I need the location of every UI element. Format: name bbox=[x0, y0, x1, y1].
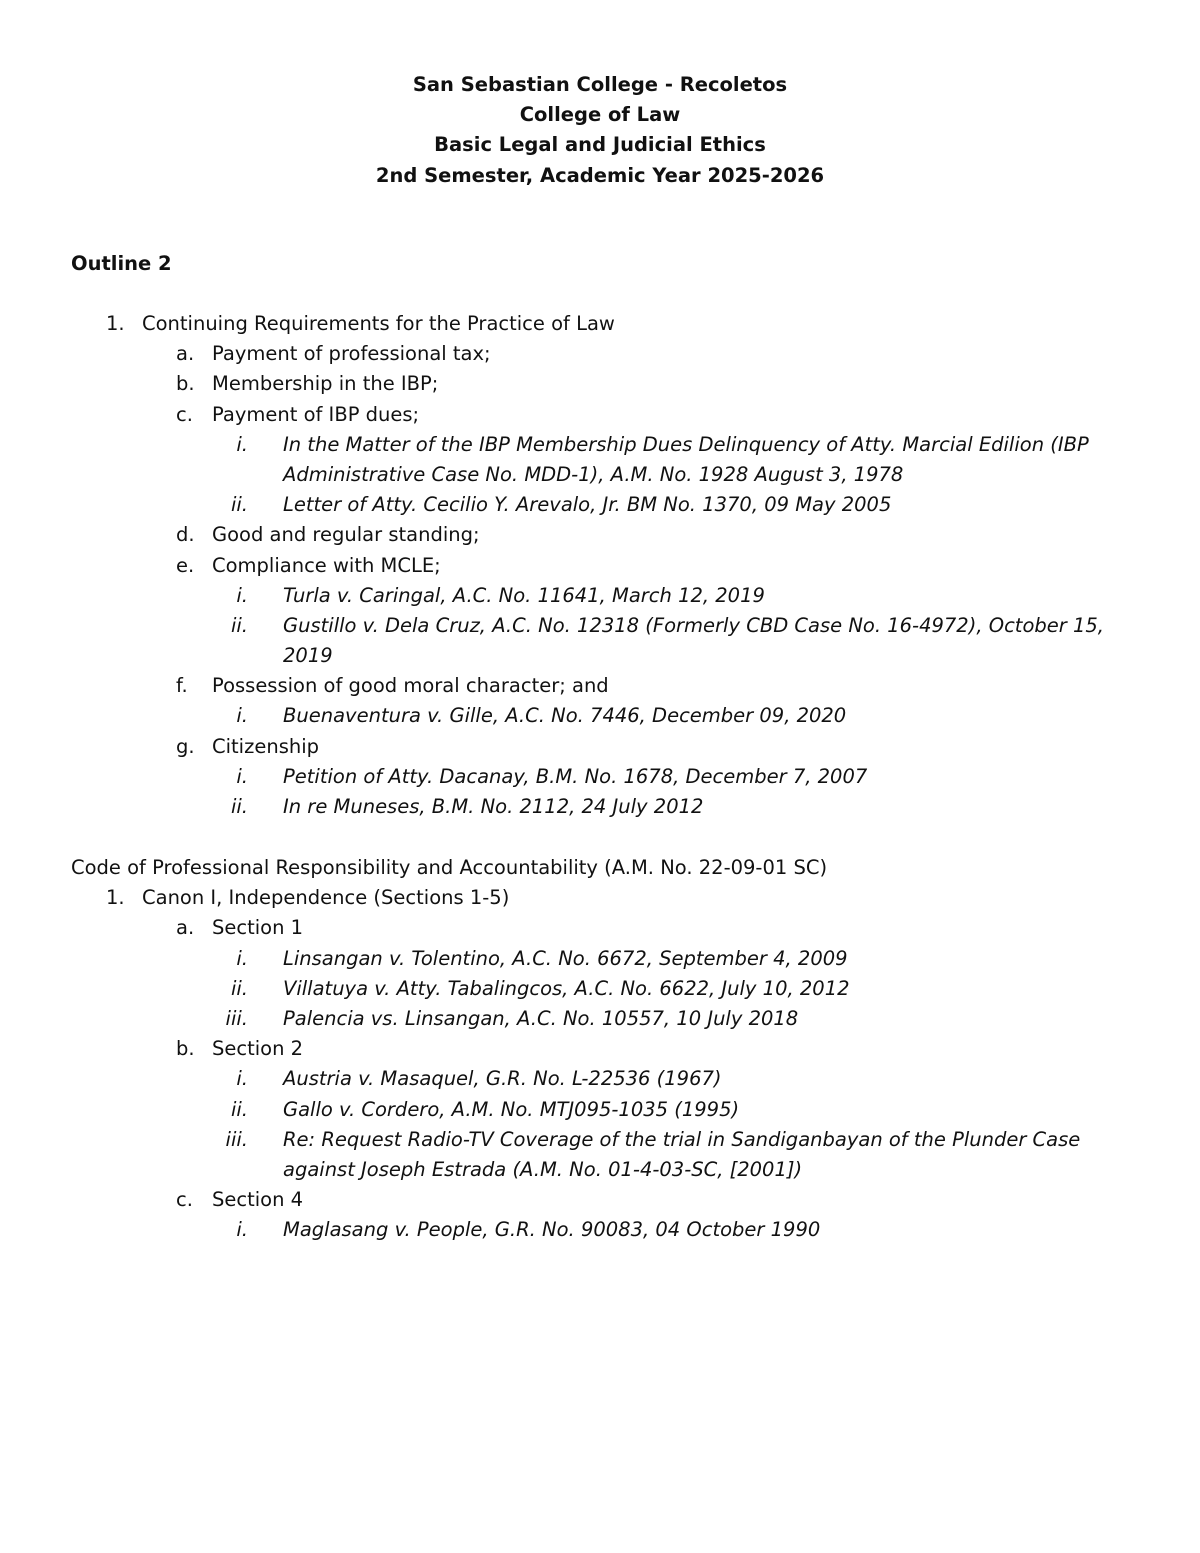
list-marker: d. bbox=[176, 523, 195, 547]
case-citation bbox=[0, 611, 1200, 671]
list-item-text: Section 1 bbox=[212, 916, 304, 940]
document-header bbox=[0, 70, 1200, 191]
list-item-text: Payment of IBP dues; bbox=[212, 402, 420, 426]
case-citation bbox=[0, 944, 1200, 974]
case-citation-text: Linsangan v. Tolentino, A.C. No. 6672, September 4, 2009 bbox=[283, 946, 848, 970]
list-marker: a. bbox=[176, 916, 195, 940]
case-citation-text: Austria v. Masaquel, G.R. No. L-22536 (1967) bbox=[283, 1067, 722, 1091]
list-marker: ii. bbox=[230, 493, 248, 517]
list-marker: g. bbox=[176, 734, 195, 758]
case-citation bbox=[0, 1004, 1200, 1034]
list-marker: b. bbox=[176, 372, 195, 396]
list-item-text: Section 4 bbox=[212, 1188, 304, 1212]
list-marker: i. bbox=[236, 764, 248, 788]
header-semester: 2nd Semester, Academic Year 2025-2026 bbox=[375, 163, 825, 187]
section-heading bbox=[0, 853, 1200, 883]
case-citation-text: Maglasang v. People, G.R. No. 90083, 04 October 1990 bbox=[283, 1218, 821, 1242]
list-marker: c. bbox=[176, 402, 193, 426]
list-marker: i. bbox=[236, 946, 248, 970]
list-marker: i. bbox=[236, 1067, 248, 1091]
list-marker: c. bbox=[176, 1188, 193, 1212]
case-citation bbox=[0, 1125, 1200, 1185]
list-item-text: Compliance with MCLE; bbox=[212, 553, 441, 577]
header-school-name: San Sebastian College - Recoletos bbox=[412, 73, 788, 96]
header-college: College of Law bbox=[519, 103, 681, 127]
list-marker: a. bbox=[176, 342, 195, 366]
outline-section-requirements bbox=[0, 309, 1200, 822]
list-marker: 1. bbox=[106, 886, 125, 910]
case-citation-text: Villatuya v. Atty. Tabalingcos, A.C. No. 6622, July 10, 2012 bbox=[283, 976, 850, 1000]
list-marker: i. bbox=[236, 704, 248, 728]
list-item bbox=[0, 1185, 1200, 1215]
list-item bbox=[0, 1034, 1200, 1064]
list-item-text: Good and regular standing; bbox=[212, 523, 480, 547]
list-item bbox=[0, 309, 1200, 339]
list-item-text: Citizenship bbox=[212, 734, 320, 758]
outline-section-cpra bbox=[0, 853, 1200, 1245]
case-citation-text: Re: Request Radio-TV Coverage of the trial in Sandiganbayan of the Plunder Case against Joseph Estrada (A.M. No. 01-4-03-SC, [2001]) bbox=[283, 1127, 1081, 1181]
list-item-text: Section 2 bbox=[212, 1037, 304, 1061]
case-citation-text: In re Muneses, B.M. No. 2112, 24 July 2012 bbox=[283, 795, 704, 819]
list-item bbox=[0, 883, 1200, 913]
case-citation bbox=[0, 974, 1200, 1004]
list-marker: b. bbox=[176, 1037, 195, 1061]
list-item-text: Payment of professional tax; bbox=[212, 342, 491, 366]
case-citation-text: Gustillo v. Dela Cruz, A.C. No. 12318 (Formerly CBD Case No. 16-4972), October 15, 2019 bbox=[283, 613, 1104, 668]
list-item bbox=[0, 732, 1200, 762]
case-citation bbox=[0, 792, 1200, 822]
case-citation-text: Turla v. Caringal, A.C. No. 11641, March 12, 2019 bbox=[283, 583, 765, 607]
list-marker: ii. bbox=[230, 613, 248, 637]
list-marker: i. bbox=[236, 1218, 248, 1242]
case-citation-text: Buenaventura v. Gille, A.C. No. 7446, December 09, 2020 bbox=[283, 704, 847, 728]
list-marker: iii. bbox=[225, 1127, 248, 1151]
list-item bbox=[0, 551, 1200, 581]
list-item-text: Possession of good moral character; and bbox=[212, 674, 609, 698]
list-marker: i. bbox=[236, 432, 248, 456]
list-marker: iii. bbox=[225, 1006, 248, 1030]
section-heading-text: Code of Professional Responsibility and Accountability (A.M. No. 22-09-01 SC) bbox=[71, 856, 828, 879]
list-marker: ii. bbox=[230, 795, 248, 819]
list-item bbox=[0, 339, 1200, 369]
list-item bbox=[0, 400, 1200, 430]
list-item-text: Continuing Requirements for the Practice of Law bbox=[142, 312, 615, 335]
list-item bbox=[0, 913, 1200, 943]
case-citation bbox=[0, 701, 1200, 731]
list-marker: e. bbox=[176, 553, 195, 577]
case-citation-text: Palencia vs. Linsangan, A.C. No. 10557, 10 July 2018 bbox=[283, 1006, 799, 1030]
case-citation bbox=[0, 1064, 1200, 1094]
list-marker: f. bbox=[176, 674, 188, 698]
list-item bbox=[0, 671, 1200, 701]
header-course-title: Basic Legal and Judicial Ethics bbox=[434, 133, 766, 157]
list-marker: 1. bbox=[106, 312, 125, 335]
case-citation bbox=[0, 1095, 1200, 1125]
list-item-text: Canon I, Independence (Sections 1-5) bbox=[142, 886, 510, 910]
case-citation bbox=[0, 490, 1200, 520]
list-marker: ii. bbox=[230, 1097, 248, 1121]
case-citation-text: Letter of Atty. Cecilio Y. Arevalo, Jr. BM No. 1370, 09 May 2005 bbox=[283, 493, 892, 517]
case-citation bbox=[0, 430, 1200, 490]
case-citation bbox=[0, 762, 1200, 792]
case-citation-text: In the Matter of the IBP Membership Dues Delinquency of Atty. Marcial Edilion (IBP Administrative Case No. MDD-1), A.M. No. 1928 August 3, 1978 bbox=[283, 432, 1089, 486]
list-item-text: Membership in the IBP; bbox=[212, 372, 439, 396]
list-marker: i. bbox=[236, 583, 248, 607]
case-citation bbox=[0, 1215, 1200, 1245]
list-item bbox=[0, 369, 1200, 399]
case-citation-text: Petition of Atty. Dacanay, B.M. No. 1678, December 7, 2007 bbox=[283, 764, 868, 788]
case-citation-text: Gallo v. Cordero, A.M. No. MTJ095-1035 (1995) bbox=[283, 1097, 740, 1121]
outline-title: Outline 2 bbox=[71, 252, 172, 275]
list-marker: ii. bbox=[230, 976, 248, 1000]
list-item bbox=[0, 520, 1200, 550]
case-citation bbox=[0, 581, 1200, 611]
